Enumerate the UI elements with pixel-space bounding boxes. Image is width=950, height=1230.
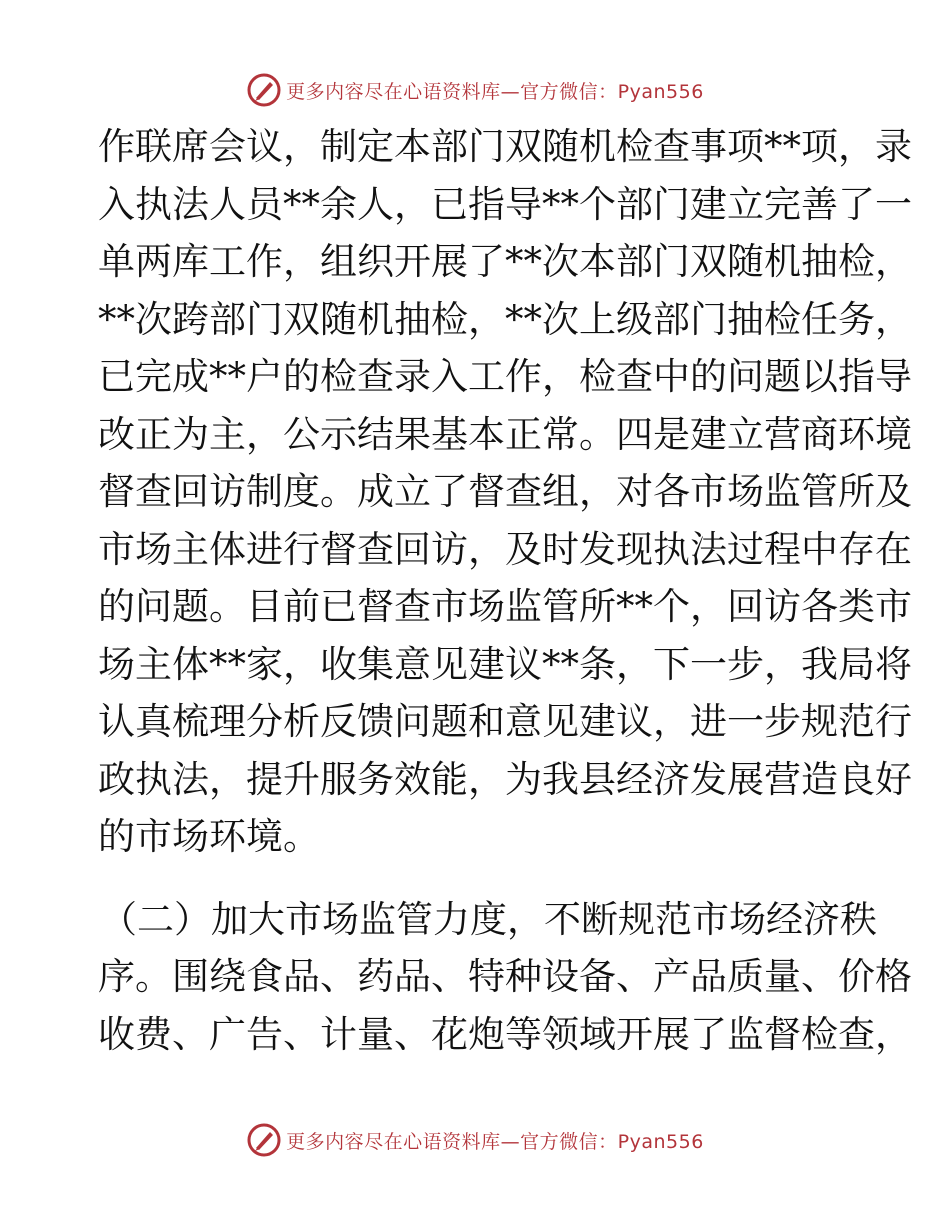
footer-banner [0,1120,950,1160]
paragraph [98,891,912,1064]
text-line: 入执法人员**余人，已指导**个部门建立完善了一 [98,182,912,226]
document-body [98,118,912,1063]
text-line: 改正为主，公示结果基本正常。四是建立营商环境 [98,412,912,456]
text-line: 已完成**户的检查录入工作，检查中的问题以指导 [98,355,912,398]
text-line: 场主体**家，收集意见建议**条，下一步，我局将 [98,642,912,686]
header-banner-contact: —官方微信：Pyan556 [500,80,704,103]
text-line: 收费、广告、计量、花炮等领域开展了监督检查， [98,1012,912,1056]
text-line: 政执法，提升服务效能，为我县经济发展营造良好 [98,757,912,801]
header-banner-text [286,77,704,104]
quill-pen-logo-icon [246,1122,282,1158]
text-line: 序。围绕食品、药品、特种设备、产品质量、价格 [98,955,912,998]
header-banner [0,70,950,110]
quill-pen-logo-icon [246,72,282,108]
text-line: 的问题。目前已督查市场监管所**个，回访各类市 [98,585,912,628]
footer-banner-text [286,1127,704,1154]
text-line: 市场主体进行督查回访，及时发现执法过程中存在 [98,527,912,571]
paragraph-spacer [98,866,858,891]
text-line: 的市场环境。 [98,815,320,858]
text-line: **次跨部门双随机抽检，**次上级部门抽检任务， [98,297,912,341]
text-line: （二）加大市场监管力度，不断规范市场经济秩 [100,897,877,941]
text-line: 单两库工作，组织开展了**次本部门双随机抽检， [98,240,912,283]
header-banner-main: 更多内容尽在心语资料库 [286,80,501,103]
paragraph [98,118,912,866]
text-line: 认真梳理分析反馈问题和意见建议，进一步规范行 [98,700,912,743]
text-line: 作联席会议，制定本部门双随机检查事项**项，录 [98,125,912,168]
text-line: 督查回访制度。成立了督查组，对各市场监管所及 [98,470,912,513]
footer-banner-main: 更多内容尽在心语资料库 [286,1130,501,1153]
footer-banner-contact: —官方微信：Pyan556 [500,1130,704,1153]
